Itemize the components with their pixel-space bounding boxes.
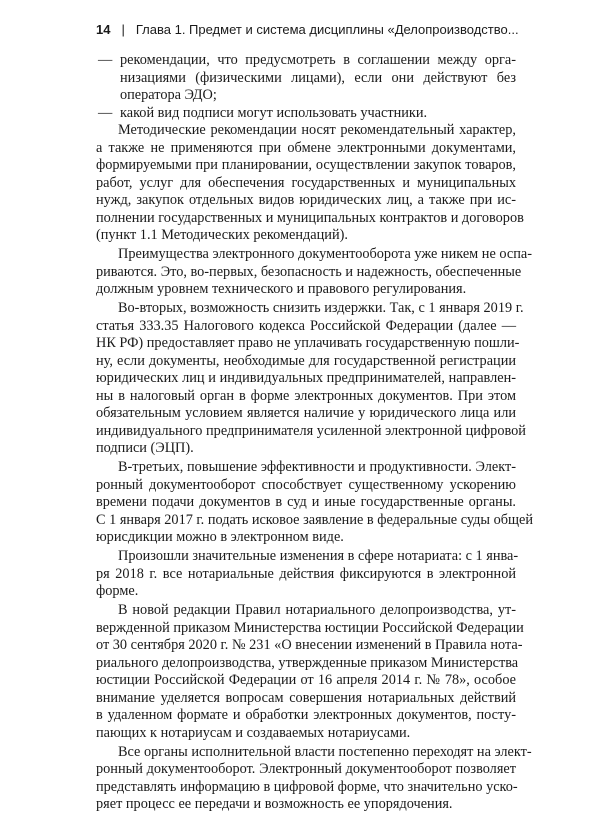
paragraph xyxy=(96,122,524,245)
text-line: ны в налоговый орган в форме электронных документов. При этом xyxy=(96,387,516,404)
dash-bullet: — xyxy=(98,52,113,68)
paragraph xyxy=(96,743,532,814)
text-line: Методические рекомендации носят рекомендательный характер, xyxy=(118,122,516,138)
running-header xyxy=(96,20,519,40)
text-line: форме. xyxy=(96,583,139,599)
text-line: НК РФ) предоставляет право не уплачивать государственную пошли- xyxy=(96,335,520,351)
text-line: полнении государственных и муниципальных контрактов и договоров xyxy=(96,209,524,226)
text-line: обязательным условием является наличие у юридического лица или xyxy=(96,405,516,421)
text-line: в удаленном формате и обработки электронных документов, посту- xyxy=(96,707,516,723)
header-separator: | xyxy=(121,22,125,37)
text-line: времени подачи документов в суд и иные государственные органы. xyxy=(96,494,516,510)
text-line: ряет процесс ее передачи и возможность ее упорядочения. xyxy=(96,796,453,812)
text-line: статья 333.35 Налогового кодекса Российской Федерации (далее — xyxy=(96,317,516,334)
text-line: Все органы исполнительной власти постепенно переходят на элект- xyxy=(118,743,532,760)
dash-bullet: — xyxy=(98,104,113,121)
paragraph xyxy=(96,300,526,458)
text-line: В новой редакции Правил нотариального делопроизводства, ут- xyxy=(118,602,516,618)
paragraph xyxy=(96,548,519,601)
text-line: рекомендации, что предусмотреть в соглашении между орга- xyxy=(120,52,516,68)
text-line: от 30 сентября 2020 г. № 231 «О внесении изменений в Правила нота- xyxy=(96,637,523,653)
text-line: пающих к нотариусам и создаваемых нотариусами. xyxy=(96,724,411,741)
paragraph xyxy=(96,246,532,299)
text-line: должным уровнем технического и правового регулирования. xyxy=(96,281,467,297)
text-line: юридических лиц и индивидуальных предпринимателей, направлен- xyxy=(96,370,516,386)
text-line: подписи (ЭЦП). xyxy=(96,440,194,456)
text-line: вержденной приказом Министерства юстиции Российской Федерации xyxy=(96,619,524,636)
text-line: юрисдикции можно в электронном виде. xyxy=(96,529,344,545)
text-line: юстиции Российской Федерации от 16 апреля 2014 г. № 78», особое xyxy=(96,672,516,688)
list-item xyxy=(96,52,516,105)
dash-list xyxy=(96,52,516,122)
text-line: (пункт 1.1 Методических рекомендаций). xyxy=(96,227,348,243)
text-line: ну, если документы, необходимые для государственной регистрации xyxy=(96,352,516,369)
text-line: индивидуального предпринимателя усиленной электронной цифровой xyxy=(96,422,526,439)
text-line: ронный документооборот способствует существенному ускорению xyxy=(96,476,516,493)
text-line: ря 2018 г. все нотариальные действия фиксируются в электронной xyxy=(96,565,516,582)
chapter-title: Глава 1. Предмет и система дисциплины «Делопроизводство... xyxy=(135,22,519,37)
text-line: риваются. Это, во-первых, безопасность и надежность, обеспеченные xyxy=(96,263,522,280)
text-line: представлять информацию в цифровой форме, что значительно уско- xyxy=(96,778,518,795)
text-line: Во-вторых, возможность снизить издержки. Так, с 1 января 2019 г. xyxy=(118,300,524,316)
text-line: оператора ЭДО; xyxy=(120,87,217,103)
text-line: а также не применяются при обмене электронными документами, xyxy=(96,139,516,156)
text-line: Преимущества электронного документооборота уже никем не оспа- xyxy=(118,246,532,262)
body-text xyxy=(96,52,534,814)
text-line: низациями (физическими лицами), если они действуют без xyxy=(120,69,516,86)
text-line: Произошли значительные изменения в сфере нотариата: с 1 янва- xyxy=(118,548,519,564)
text-line: В-третьих, повышение эффективности и продуктивности. Элект- xyxy=(118,459,516,475)
text-line: работ, услуг для обеспечения государственных и муниципальных xyxy=(96,174,516,191)
list-item xyxy=(96,105,516,123)
text-line: С 1 января 2017 г. подать исковое заявление в федеральные суды общей xyxy=(96,511,534,528)
paragraph xyxy=(96,602,524,742)
text-line: риального делопроизводства, утвержденные приказом Министерства xyxy=(96,654,519,671)
page-number: 14 xyxy=(96,22,111,37)
text-line: нужд, закупок отдельных видов юридических лиц, а также при ис- xyxy=(96,192,516,208)
text-line: какой вид подписи могут использовать участники. xyxy=(120,104,428,121)
text-line: формируемыми при планировании, осуществлении закупок товаров, xyxy=(96,157,516,173)
text-line: ронный документооборот. Электронный документооборот позволяет xyxy=(96,761,516,777)
text-line: внимание уделяется вопросам совершения нотариальных действий xyxy=(96,689,516,706)
paragraph xyxy=(96,459,534,547)
